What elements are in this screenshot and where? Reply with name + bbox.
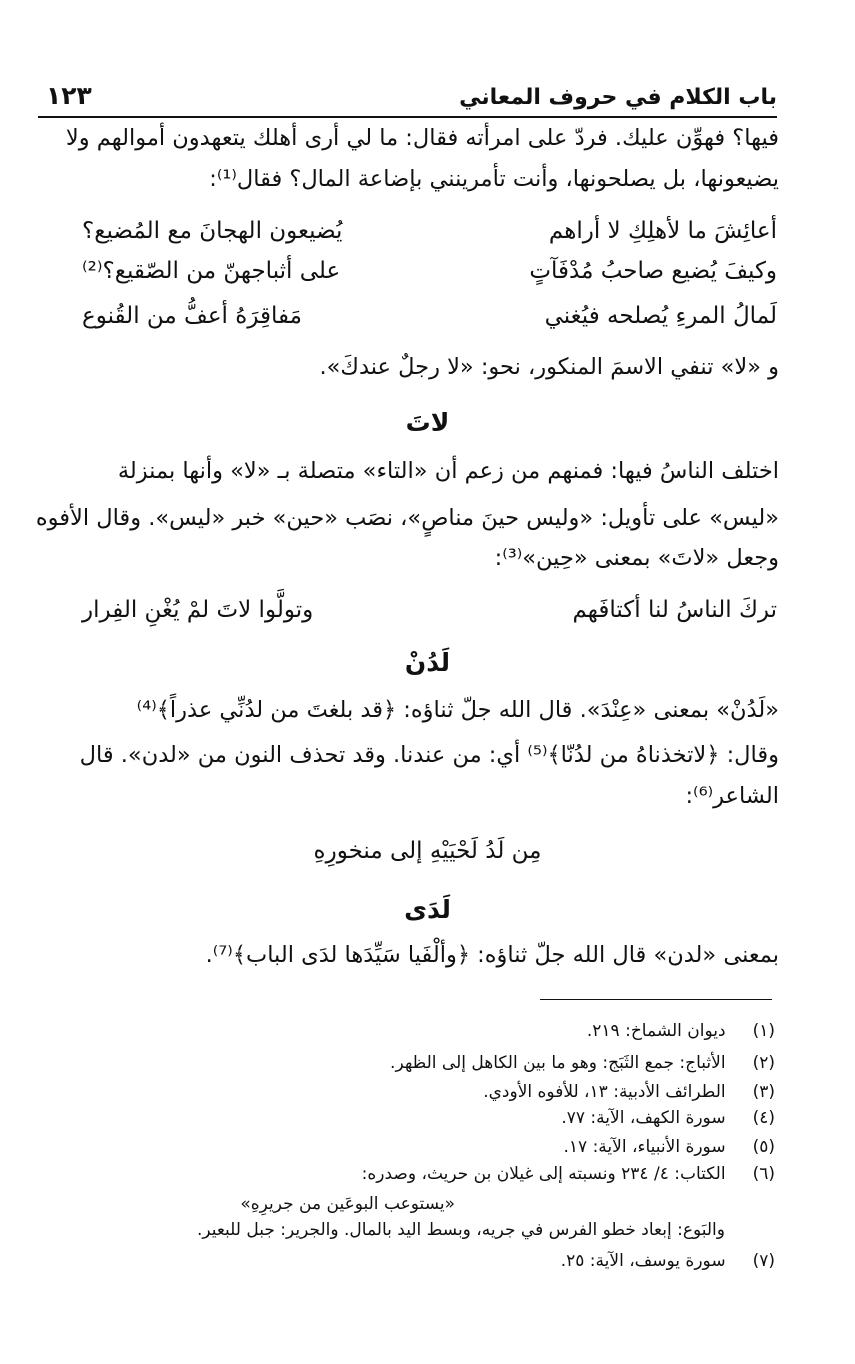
body-line: فيها؟ فهوِّن عليك. فردّ على امرأته فقال: ما لي أرى أهلك يتعهدون أموالهم ولا [65, 125, 779, 151]
footnote-number: (٣) [752, 1082, 775, 1102]
verse-second-hemistich: وتولَّوا لاتَ لمْ يُغْنِ الفِرار [82, 597, 314, 623]
footnote-text: سورة الأنبياء، الآية: ١٧. [563, 1137, 726, 1157]
footnote-separator [540, 999, 772, 1000]
footnote-verse: «يستوعب البوعَين من جريرِهِ» [240, 1194, 455, 1214]
footnote [60, 1054, 775, 1073]
footnote [60, 1138, 775, 1157]
footnote-number: (٤) [752, 1108, 775, 1128]
footnote-number: (٥) [752, 1137, 775, 1157]
footnote [60, 1252, 775, 1271]
verse-second-hemistich: مَفاقِرَهُ أعفُّ من القُنوع [82, 303, 302, 329]
body-line: «لَدُنْ» بمعنى «عِنْدَ». قال الله جلّ ثناؤه: ﴿قد بلغتَ من لدُنِّي عذراً﴾⁽⁴⁾ [136, 697, 779, 723]
section-heading-ladun: لَدُنْ [404, 648, 451, 677]
verse-first-hemistich: تركَ الناسُ لنا أكتافَهم [572, 597, 777, 623]
body-line: الشاعر⁽⁶⁾: [685, 783, 779, 809]
verse-second-hemistich: يُضيعون الهجانَ مع المُضيع؟ [82, 218, 343, 244]
footnote-text: سورة الكهف، الآية: ٧٧. [561, 1108, 726, 1128]
page-number: ١٢٣ [46, 81, 92, 110]
body-line: وقال: ﴿لاتخذناهُ من لدُنّا﴾⁽⁵⁾ أي: من عندنا. وقد تحذف النون من «لدن». قال [79, 742, 779, 768]
section-heading-lat: لاتَ [405, 408, 450, 437]
quoted-verse: مِن لَدُ لَحْيَيْهِ إلى منخورِهِ [313, 838, 542, 864]
footnote [60, 1022, 775, 1041]
verse-first-hemistich: لَمالُ المرءِ يُصلحه فيُغني [544, 303, 777, 329]
footnote-text: سورة يوسف، الآية: ٢٥. [560, 1251, 726, 1271]
section-heading-lada: لَدَى [404, 895, 451, 924]
footnote-number: (٧) [752, 1251, 775, 1271]
body-line: اختلف الناسُ فيها: فمنهم من زعم أن «التاء» متصلة بـ «لا» وأنها بمنزلة [117, 458, 779, 484]
verse-first-hemistich: أعائِشَ ما لأهلِكِ لا أراهم [548, 218, 777, 244]
footnote-gloss: والبَوع: إبعاد خطو الفرس في جريه، وبسط اليد بالمال. والجرير: جبل للبعير. [196, 1220, 725, 1240]
body-line: «ليس» على تأويل: «وليس حينَ مناصٍ»، نصَب «حين» خبر «ليس». وقال الأفوه [35, 505, 779, 531]
footnote [60, 1083, 775, 1102]
footnote-number: (٢) [752, 1053, 775, 1073]
footnote [60, 1109, 775, 1128]
body-line: يضيعونها، بل يصلحونها، وأنت تأمرينني بإضاعة المال؟ فقال⁽¹⁾: [209, 166, 779, 192]
body-line: وجعل «لاتَ» بمعنى «حِين»⁽³⁾: [494, 545, 779, 571]
footnote-text: الطرائف الأدبية: ١٣، للأفوه الأودي. [483, 1082, 726, 1102]
footnote-text: ديوان الشماخ: ٢١٩. [586, 1021, 726, 1041]
page-header [38, 72, 777, 118]
footnote-text: الأثباج: جمع الثَبَج: وهو ما بين الكاهل إلى الظهر. [390, 1053, 726, 1073]
verse-first-hemistich: وكيفَ يُضيع صاحبُ مُدْفَآتٍ [529, 258, 777, 284]
footnote [60, 1165, 775, 1184]
footnote-number: (٦) [752, 1164, 775, 1184]
footnote-text: الكتاب: ٤/ ٢٣٤ ونسبته إلى غيلان بن حريث، وصدره: [361, 1164, 726, 1184]
verse-second-hemistich: على أثباجهنّ من الصّقيع؟⁽²⁾ [82, 258, 341, 284]
body-line: بمعنى «لدن» قال الله جلّ ثناؤه: ﴿وألْفَيا سَيِّدَها لدَى الباب﴾⁽⁷⁾. [205, 942, 779, 968]
footnote-number: (١) [752, 1021, 775, 1041]
body-line: و «لا» تنفي الاسمَ المنكور، نحو: «لا رجلٌ عندكَ». [319, 354, 779, 380]
running-head: باب الكلام في حروف المعاني [459, 85, 777, 110]
